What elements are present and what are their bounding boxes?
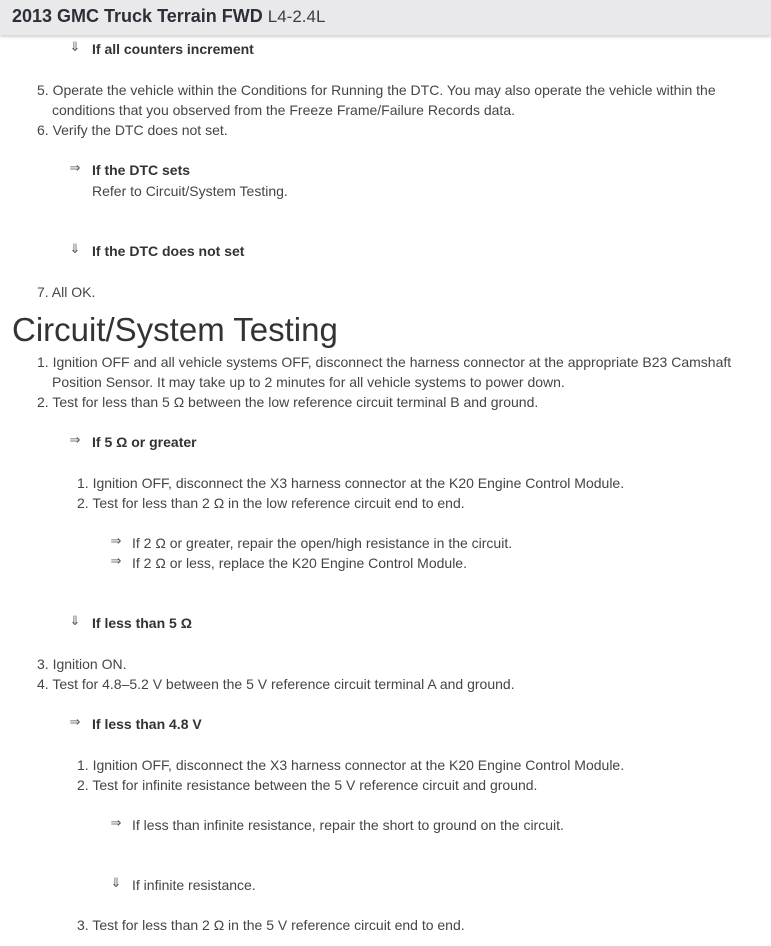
right-arrow-icon: ⇒ — [69, 160, 81, 175]
sub-b-result-1: If less than infinite resistance, repair the short to ground on the circuit. — [132, 817, 564, 833]
branch-5-ohm-or-greater: If 5 Ω or greater — [92, 434, 197, 450]
vehicle-title — [12, 6, 325, 27]
right-arrow-icon: ⇒ — [69, 714, 81, 729]
cst-step-4: 4. Test for 4.8–5.2 V between the 5 V reference circuit terminal A and ground. — [37, 676, 515, 692]
down-arrow-icon: ⇓ — [69, 613, 81, 628]
branch-all-counters: If all counters increment — [92, 41, 254, 57]
sub-a-step-1: 1. Ignition OFF, disconnect the X3 harness connector at the K20 Engine Control Module. — [77, 475, 625, 491]
step-5-line-1: 5. Operate the vehicle within the Conditions for Running the DTC. You may also operate the vehicle within the — [37, 82, 716, 98]
page-header — [0, 0, 771, 35]
engine-label: L4-2.4L — [267, 7, 326, 26]
sub-b-step-1: 1. Ignition OFF, disconnect the X3 harness connector at the K20 Engine Control Module. — [77, 757, 625, 773]
right-arrow-icon: ⇒ — [110, 553, 122, 568]
sub-a-result-2: If 2 Ω or less, replace the K20 Engine Control Module. — [132, 555, 467, 571]
section-title: Circuit/System Testing — [12, 311, 338, 348]
down-arrow-icon: ⇓ — [69, 241, 81, 256]
cst-step-3: 3. Ignition ON. — [37, 656, 127, 672]
cst-step-1-line-2: Position Sensor. It may take up to 2 minutes for all vehicle systems to power down. — [52, 374, 565, 390]
vehicle-name: 2013 GMC Truck Terrain FWD — [12, 6, 263, 26]
branch-less-than-4-8-v: If less than 4.8 V — [92, 716, 202, 732]
step-6: 6. Verify the DTC does not set. — [37, 122, 228, 138]
right-arrow-icon: ⇒ — [69, 432, 81, 447]
right-arrow-icon: ⇒ — [110, 533, 122, 548]
branch-dtc-not-set: If the DTC does not set — [92, 243, 245, 259]
sub-b-step-2: 2. Test for infinite resistance between the 5 V reference circuit and ground. — [77, 777, 538, 793]
down-arrow-icon: ⇓ — [110, 875, 122, 890]
branch-dtc-sets: If the DTC sets — [92, 162, 191, 178]
down-arrow-icon: ⇓ — [69, 39, 81, 54]
sub-a-step-2: 2. Test for less than 2 Ω in the low reference circuit end to end. — [77, 495, 465, 511]
sub-b-step-3: 3. Test for less than 2 Ω in the 5 V reference circuit end to end. — [77, 917, 465, 933]
right-arrow-icon: ⇒ — [110, 815, 122, 830]
step-5-line-2: conditions that you observed from the Freeze Frame/Failure Records data. — [52, 102, 515, 118]
step-7: 7. All OK. — [37, 284, 96, 300]
sub-b-result-2: If infinite resistance. — [132, 877, 256, 893]
sub-a-result-1: If 2 Ω or greater, repair the open/high resistance in the circuit. — [132, 535, 513, 551]
cst-step-2: 2. Test for less than 5 Ω between the low reference circuit terminal B and ground. — [37, 394, 539, 410]
refer-circuit-testing-link[interactable]: Refer to Circuit/System Testing. — [92, 183, 288, 199]
cst-step-1-line-1: 1. Ignition OFF and all vehicle systems OFF, disconnect the harness connector at the appropriate B23 Camshaft — [37, 354, 732, 370]
branch-less-than-5-ohm: If less than 5 Ω — [92, 615, 192, 631]
